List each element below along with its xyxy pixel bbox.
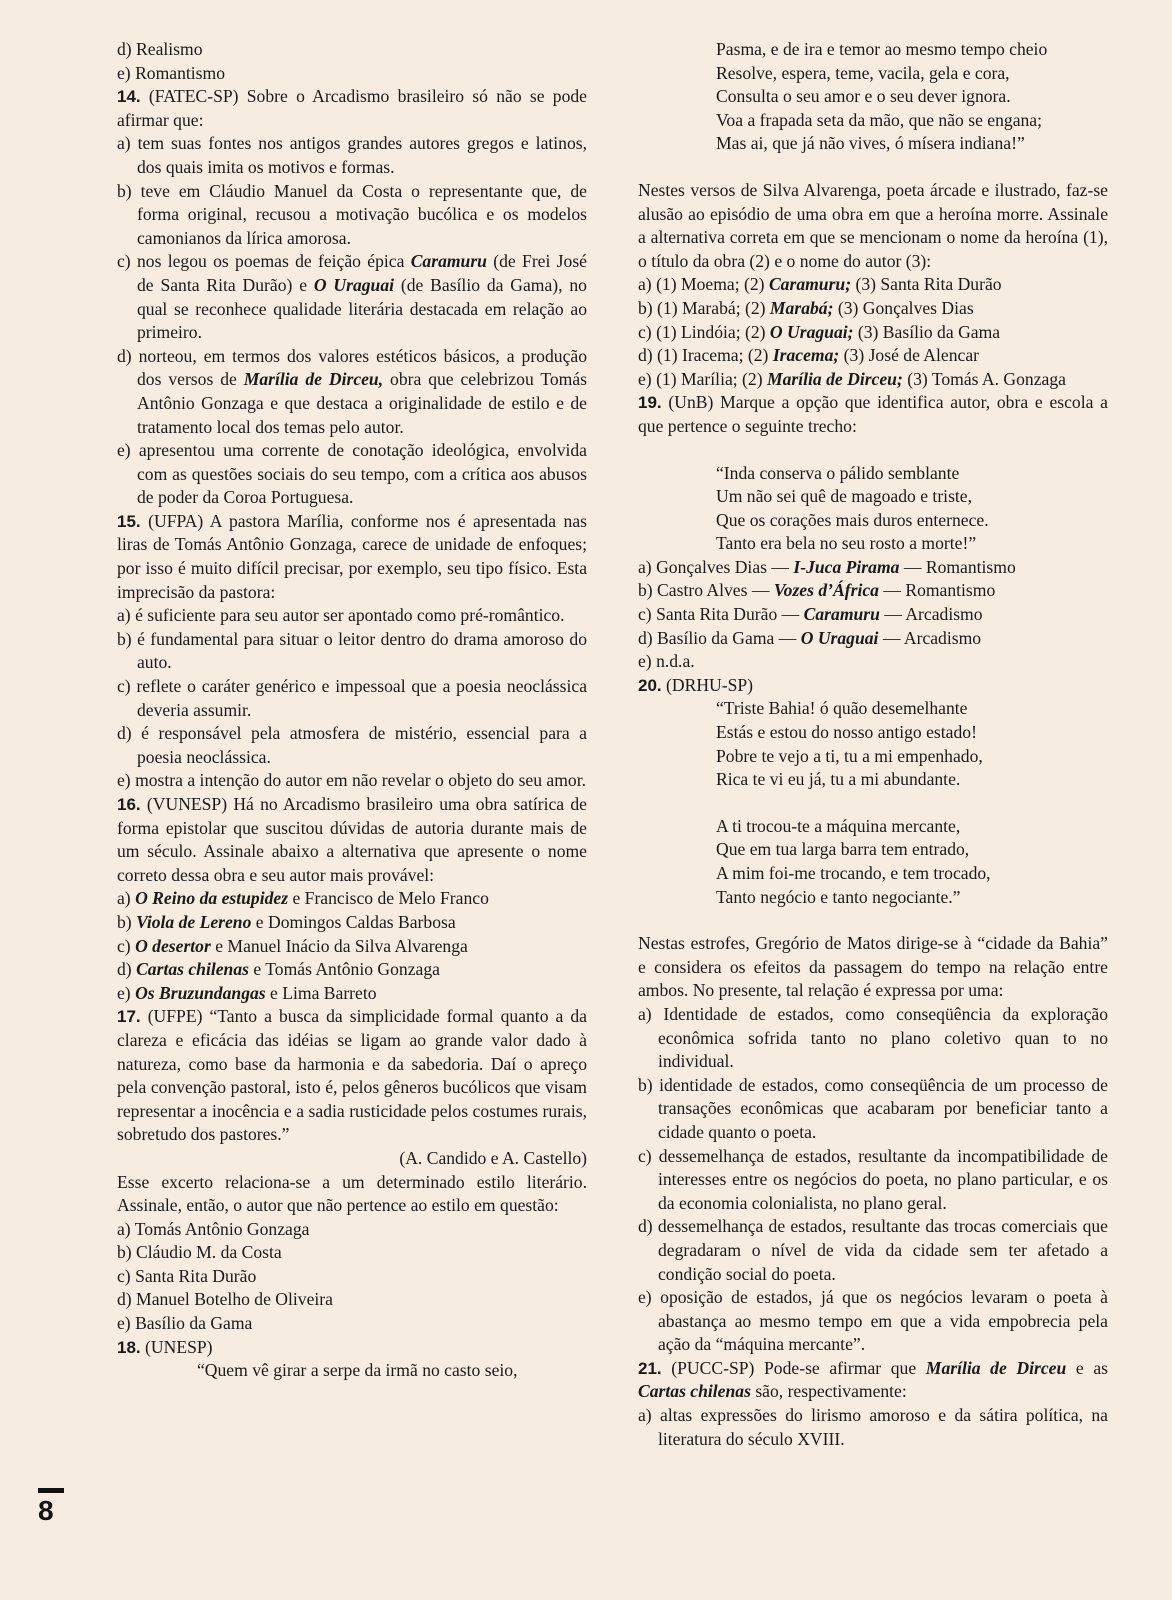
work-title: O desertor	[135, 935, 211, 956]
option-a: a) (1) Moema; (2) Caramuru; (3) Santa Rita Durão	[638, 274, 1002, 295]
option-c: c) Santa Rita Durão	[117, 1265, 257, 1286]
question-21: 21. (PUCC-SP) Pode-se afirmar que Marília de Dirceu e as Cartas chilenas são, respectivamente: a) altas expressões do lirismo amoroso e da sátira política, na literatura do século XVIII.	[638, 1357, 1108, 1451]
poem-verse: Que os corações mais duros enternece.	[716, 509, 989, 530]
question-17	[117, 1005, 587, 1335]
work-title: O Uraguai	[800, 627, 879, 648]
work-title: Marília de Dirceu,	[243, 369, 384, 390]
option-c: c) (1) Lindóia; (2) O Uraguai; (3) Basílio da Gama	[638, 321, 1001, 342]
poem-verse: “Inda conserva o pálido semblante	[716, 462, 960, 483]
option-e: e) n.d.a.	[638, 651, 695, 672]
left-column	[117, 38, 587, 1383]
poem-verse: A mim foi-me trocando, e tem trocado,	[716, 863, 991, 883]
work-title: Iracema;	[772, 345, 840, 366]
work-title: O Reino da estupidez	[135, 888, 289, 909]
work-title: Caramuru	[410, 251, 487, 272]
question-14	[117, 85, 587, 510]
work-title: O Uraguai;	[769, 321, 854, 342]
option-d: d) norteou, em termos dos valores estéticos básicos, a produção dos versos de Marília de Dirceu, obra que celebrizou Tomás Antônio Gonzaga e que destaca a originalidade de estilo e de tratamento local dos temas pelo autor.	[117, 345, 587, 437]
work-title: Marília de Dirceu;	[766, 368, 903, 389]
option-e: e) apresentou uma corrente de conotação ideológica, envolvida com as questões sociais do seu tempo, com a crítica aos abusos de poder da Coroa Portuguesa.	[117, 440, 587, 508]
question-stem: (UNESP)	[145, 1336, 213, 1357]
question-number: 14.	[117, 87, 141, 107]
option-e: e) Os Bruzundangas e Lima Barreto	[117, 982, 377, 1003]
option-b: b) teve em Cláudio Manuel da Costa o representante que, de forma original, recusou a motivação bucólica e os modelos camonianos da lírica amorosa.	[117, 180, 587, 248]
poem-verse: Pasma, e de ira e temor ao mesmo tempo cheio	[716, 39, 1048, 59]
poem-verse: Mas ai, que já não vives, ó mísera indiana!”	[716, 133, 1025, 154]
option-e: e) oposição de estados, já que os negócios levaram o poeta à abastança ao mesmo tempo em que a vida empobrecia pela ação da “máquina mercante”.	[638, 1287, 1108, 1355]
poem-verse: Tanto negócio e tanto negociante.”	[716, 886, 961, 907]
poem-verse: Um não sei quê de magoado e triste,	[716, 486, 973, 507]
option-a: a) Gonçalves Dias — I-Juca Pirama — Romantismo	[638, 556, 1016, 577]
option-d: d) Basílio da Gama — O Uraguai — Arcadismo	[638, 627, 982, 648]
question-stem: (FATEC-SP) Sobre o Arcadismo brasileiro só não se pode afirmar que:	[117, 86, 587, 130]
poem-verse: Rica te vi eu já, tu a mi abundante.	[716, 769, 961, 790]
poem-verse: “Triste Bahia! ó quão desemelhante	[716, 698, 968, 719]
question-number: 17.	[117, 1007, 141, 1027]
work-title: I-Juca Pirama	[793, 556, 900, 577]
option-a: a) O Reino da estupidez e Francisco de Melo Franco	[117, 888, 489, 909]
question-15	[117, 510, 587, 793]
work-title: Caramuru	[803, 604, 880, 625]
option-d: d) dessemelhança de estados, resultante das trocas comerciais que degradaram o nível de vida da cidade sem ter afetado a condição social do poeta.	[638, 1216, 1108, 1284]
option-b: b) identidade de estados, como conseqüência de um processo de transações econômicas que acabaram por beneficiar tanto a cidade quanto o poeta.	[638, 1074, 1108, 1142]
poem-verse: Resolve, espera, teme, vacila, gela e cora,	[716, 62, 1010, 83]
option-c: c) O desertor e Manuel Inácio da Silva Alvarenga	[117, 935, 468, 956]
question-number: 19.	[638, 393, 662, 413]
option-b: b) é fundamental para situar o leitor dentro do drama amoroso do auto.	[117, 628, 587, 673]
poem-verse: Estás e estou do nosso antigo estado!	[716, 722, 977, 743]
option-e: e) mostra a intenção do autor em não revelar o objeto do seu amor.	[117, 770, 587, 791]
option-a: a) altas expressões do lirismo amoroso e da sátira política, na literatura do século XVIII.	[638, 1405, 1108, 1449]
question-16	[117, 793, 587, 1005]
option-a: a) é suficiente para seu autor ser apontado como pré-romântico.	[117, 605, 565, 626]
option-c: c) nos legou os poemas de feição épica Caramuru (de Frei José de Santa Rita Durão) e O Uraguai (de Basílio da Gama), no qual se reconhece qualidade literária destacada em relação ao primeiro.	[117, 251, 587, 343]
poem-verse: Voa a frapada seta da mão, que não se engana;	[716, 109, 1042, 130]
question-number: 20.	[638, 675, 662, 695]
question-number: 18.	[117, 1337, 141, 1357]
question-stem: (VUNESP) Há no Arcadismo brasileiro uma obra satírica de forma epistolar que suscitou dúvidas de autoria durante mais de um século. Assinale abaixo a alternativa que apresente o nome correto dessa obra e seu autor mais provável:	[117, 794, 587, 885]
prev-option-d: d) Realismo	[117, 39, 203, 59]
question-number: 16.	[117, 795, 141, 814]
option-b: b) Castro Alves — Vozes d’África — Romantismo	[638, 580, 996, 601]
option-d: d) (1) Iracema; (2) Iracema; (3) José de Alencar	[638, 345, 979, 366]
poem-verse: Que em tua larga barra tem entrado,	[716, 839, 970, 860]
work-title: Caramuru;	[768, 274, 852, 295]
question-stem: (DRHU-SP)	[666, 674, 754, 695]
instruction: Esse excerto relaciona-se a um determinado estilo literário. Assinale, então, o autor que não pertence ao estilo em questão:	[117, 1171, 587, 1216]
work-title: Viola de Lereno	[136, 911, 252, 932]
option-a: a) tem suas fontes nos antigos grandes autores gregos e latinos, dos quais imita os motivos e formas.	[117, 133, 587, 177]
question-20	[638, 674, 1108, 1357]
poem-verse: Consulta o seu amor e o seu dever ignora.	[716, 86, 1011, 107]
work-title: Cartas chilenas	[136, 959, 249, 980]
option-a: a) Identidade de estados, como conseqüência da exploração econômica sofrida tanto no plano coletivo quan to no individual.	[638, 1003, 1108, 1072]
prev-option-e: e) Romantismo	[117, 62, 225, 83]
question-19	[638, 391, 1108, 674]
option-d: d) é responsável pela atmosfera de mistério, essencial para a poesia neoclássica.	[117, 723, 587, 767]
work-title: Marabá;	[769, 297, 834, 318]
option-a: a) Tomás Antônio Gonzaga	[117, 1218, 310, 1239]
option-e: e) Basílio da Gama	[117, 1313, 253, 1334]
page-number: 8	[38, 1495, 54, 1526]
option-c: c) reflete o caráter genérico e impessoal que a poesia neoclássica deveria assumir.	[117, 676, 587, 720]
question-stem: (UFPE) “Tanto a busca da simplicidade formal quanto a da clareza e eficácia das idéias se ligam ao grande valor dado à natureza, como base da harmonia e da sabedoria. Daí o apreço pela convenção pastoral, isto é, pelos gêneros bucólicos que visam representar a inocência e a sadia rusticidade pelos costumes rurais, sobretudo dos pastores.”	[117, 1006, 587, 1145]
right-column	[638, 38, 1108, 1451]
poem-verse: Pobre te vejo a ti, tu a mi empenhado,	[716, 745, 983, 766]
option-c: c) Santa Rita Durão — Caramuru — Arcadismo	[638, 604, 983, 625]
poem-verse: Tanto era bela no seu rosto a morte!”	[716, 533, 977, 554]
option-e: e) (1) Marília; (2) Marília de Dirceu; (3) Tomás A. Gonzaga	[638, 368, 1066, 389]
citation: (A. Candido e A. Castello)	[399, 1147, 587, 1168]
work-title: Cartas chilenas	[638, 1381, 751, 1402]
question-stem: (UFPA) A pastora Marília, conforme nos é apresentada nas liras de Tomás Antônio Gonzaga, carece de unidade de enfoques; por isso é muito difícil precisar, por exemplo, seu tipo físico. Esta imprecisão da pastora:	[117, 510, 587, 602]
poem-verse: “Quem vê girar a serpe da irmã no casto seio,	[197, 1360, 518, 1381]
question-stem: (UnB) Marque a opção que identifica autor, obra e escola a que pertence o seguinte trecho:	[638, 392, 1108, 436]
option-b: b) (1) Marabá; (2) Marabá; (3) Gonçalves Dias	[638, 297, 974, 318]
instruction: Nestas estrofes, Gregório de Matos dirige-se à “cidade da Bahia” e considera os efeitos da passagem do tempo na relação entre ambos. No presente, tal relação é expressa por uma:	[638, 933, 1108, 1001]
work-title: Os Bruzundangas	[135, 982, 266, 1003]
option-c: c) dessemelhança de estados, resultante da incompatibilidade de interesses entre os negócios do poeta, no plano particular, e os da economia colonialista, no plano geral.	[638, 1145, 1108, 1213]
work-title: O Uraguai	[313, 274, 395, 295]
option-b: b) Viola de Lereno e Domingos Caldas Barbosa	[117, 911, 456, 932]
work-title: Vozes d’África	[773, 580, 879, 601]
poem-verse: A ti trocou-te a máquina mercante,	[716, 815, 961, 836]
question-stem: Nestes versos de Silva Alvarenga, poeta árcade e ilustrado, faz-se alusão ao episódio de uma obra em que a heroína morre. Assinale a alternativa correta em que se mencionam o nome da heroína (1), o título da obra (2) e o nome do autor (3):	[638, 179, 1108, 271]
question-18-start	[117, 1336, 587, 1383]
option-d: d) Manuel Botelho de Oliveira	[117, 1289, 333, 1310]
question-number: 21.	[638, 1358, 662, 1378]
question-number: 15.	[117, 511, 141, 531]
option-b: b) Cláudio M. da Costa	[117, 1242, 282, 1263]
question-18-continued	[638, 38, 1108, 391]
work-title: Marília de Dirceu	[925, 1357, 1067, 1378]
page-number-bar	[38, 1488, 64, 1493]
option-d: d) Cartas chilenas e Tomás Antônio Gonzaga	[117, 959, 440, 980]
